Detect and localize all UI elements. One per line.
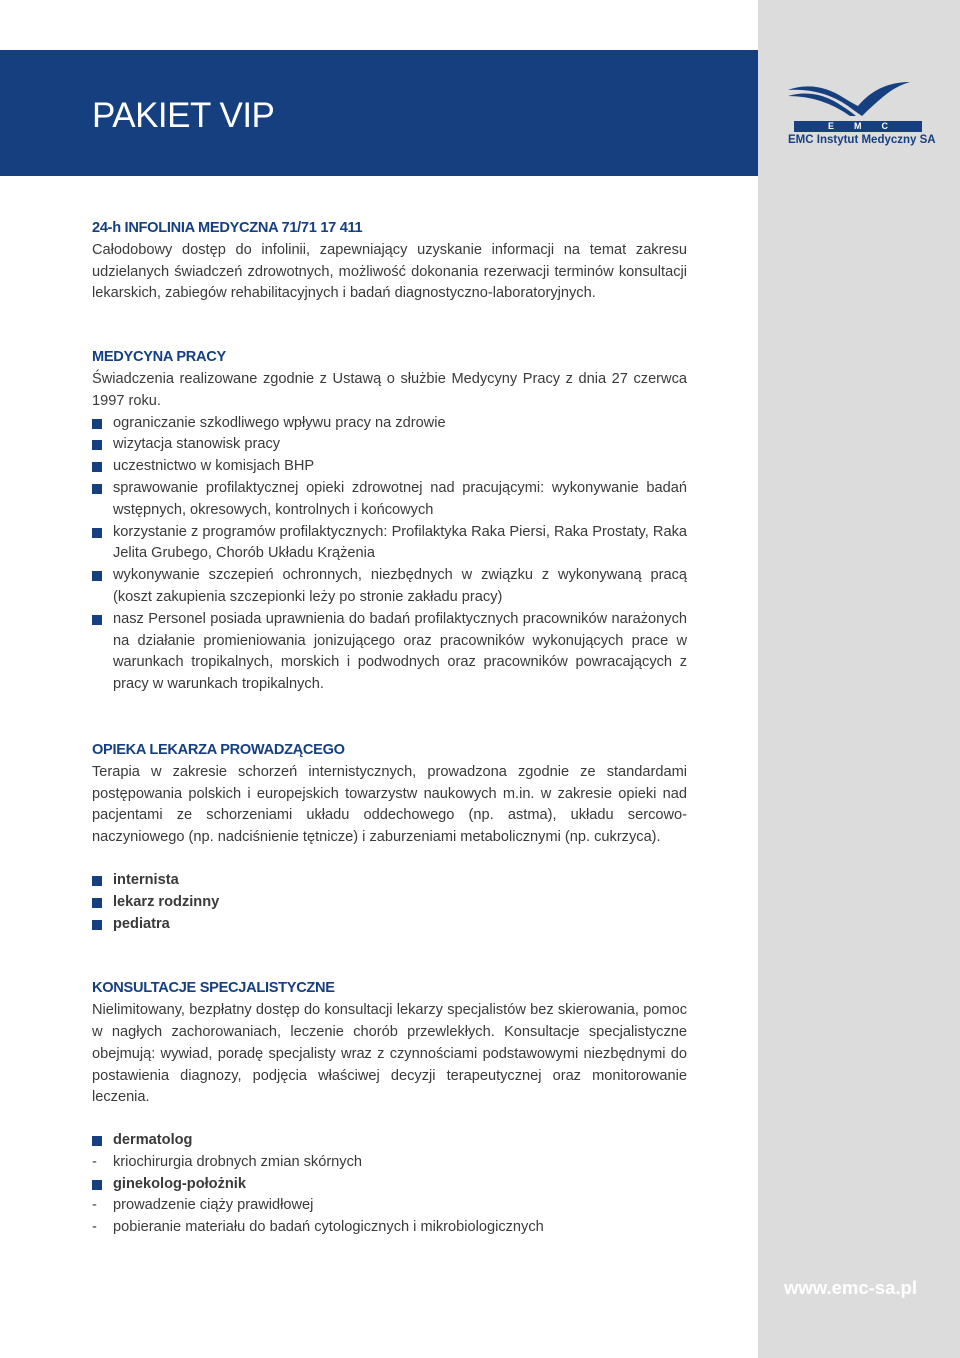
sub-item: - pobieranie materiału do badań cytologicznych i mikrobiologicznych (92, 1219, 544, 1236)
square-bullet-icon (92, 419, 102, 429)
section-opieka (92, 740, 687, 935)
square-bullet-icon (92, 1180, 102, 1190)
list-item: ginekolog-położnik (92, 1174, 687, 1196)
website-link[interactable]: www.emc-sa.pl (784, 1277, 917, 1298)
square-bullet-icon (92, 898, 102, 908)
square-bullet-icon (92, 876, 102, 886)
page-title: PAKIET VIP (92, 96, 275, 135)
logo-company-name: EMC Instytut Medyczny SA (788, 134, 936, 146)
medycyna-text: Świadczenia realizowane zgodnie z Ustawą o służbie Medycyny Pracy z dnia 27 czerwca 1997 roku. (92, 370, 687, 409)
opieka-heading: OPIEKA LEKARZA PROWADZĄCEGO (92, 741, 345, 758)
square-bullet-icon (92, 528, 102, 538)
square-bullet-icon (92, 571, 102, 581)
opieka-list (92, 870, 687, 935)
list-item: nasz Personel posiada uprawnienia do badań profilaktycznych pracowników narażonych na działanie promieniowania jonizującego oraz pracowników wykonujących prace w warunkach tropikalnych, morskich i podwodnych oraz pracowników powracających z pracy w warunkach tropikalnych. (92, 609, 687, 696)
konsultacje-heading: KONSULTACJE SPECJALISTYCZNE (92, 980, 335, 997)
sub-item: - prowadzenie ciąży prawidłowej (92, 1197, 314, 1214)
infolinia-text: Całodobowy dostęp do infolinii, zapewniający uzyskanie informacji na temat zakresu udzielanych świadczeń zdrowotnych, możliwość dokonania rezerwacji terminów konsultacji lekarskich, zabiegów rehabilitacyjnych i badań diagnostyczno-laboratoryjnych. (92, 241, 687, 302)
konsultacje-list (92, 1130, 687, 1152)
square-bullet-icon (92, 484, 102, 494)
square-bullet-icon (92, 615, 102, 625)
list-item: sprawowanie profilaktycznej opieki zdrowotnej nad pracującymi: wykonywanie badań wstępnych, okresowych, kontrolnych i końcowych (92, 478, 687, 522)
sub-item: - kriochirurgia drobnych zmian skórnych (92, 1153, 363, 1170)
bird-logo-icon (786, 76, 936, 122)
main-content (92, 218, 687, 1239)
square-bullet-icon (92, 462, 102, 472)
medycyna-list (92, 413, 687, 696)
square-bullet-icon (92, 920, 102, 930)
konsultacje-text: Nielimitowany, bezpłatny dostęp do konsultacji lekarzy specjalistów bez skierowania, pomoc w nagłych zachorowaniach, leczenie chorób przewlekłych. Konsultacje specjalistyczne obejmują: wywiad, poradę specjalisty wraz z czynnościami podstawowymi niezbędnymi do postawienia diagnozy, podjęcia właściwej decyzji terapeutycznej oraz monitorowanie leczenia. (92, 1002, 687, 1106)
konsultacje-list-2 (92, 1174, 687, 1196)
logo-letters: EMC (794, 121, 922, 132)
square-bullet-icon (92, 440, 102, 450)
list-item: pediatra (92, 914, 687, 936)
list-item: dermatolog (92, 1130, 687, 1152)
opieka-text: Terapia w zakresie schorzeń internistycznych, prowadzona zgodnie ze standardami postępowania polskich i europejskich towarzystw naukowych m.in. w zakresie opieki nad pacjentami ze schorzeniami układu oddechowego (np. astma), układu sercowo-naczyniowego (np. nadciśnienie tętnicze) i zaburzeniami metabolicznymi (np. cukrzyca). (92, 763, 687, 846)
sidebar-panel (758, 0, 960, 1358)
section-medycyna-pracy (92, 347, 687, 696)
list-item: korzystanie z programów profilaktycznych: Profilaktyka Raka Piersi, Raka Prostaty, Raka Jelita Grubego, Chorób Układu Krążenia (92, 522, 687, 566)
list-item: wizytacja stanowisk pracy (92, 434, 687, 456)
medycyna-heading: MEDYCYNA PRACY (92, 349, 226, 366)
list-item: uczestnictwo w komisjach BHP (92, 456, 687, 478)
square-bullet-icon (92, 1136, 102, 1146)
list-item: internista (92, 870, 687, 892)
list-item: ograniczanie szkodliwego wpływu pracy na zdrowie (92, 413, 687, 435)
infolinia-heading: 24-h INFOLINIA MEDYCZNA 71/71 17 411 (92, 220, 363, 236)
list-item: lekarz rodzinny (92, 892, 687, 914)
emc-logo (786, 76, 936, 150)
section-konsultacje (92, 978, 687, 1239)
section-infolinia (92, 218, 687, 305)
list-item: wykonywanie szczepień ochronnych, niezbędnych w związku z wykonywaną pracą (koszt zakupienia szczepionki leży po stronie zakładu pracy) (92, 565, 687, 609)
